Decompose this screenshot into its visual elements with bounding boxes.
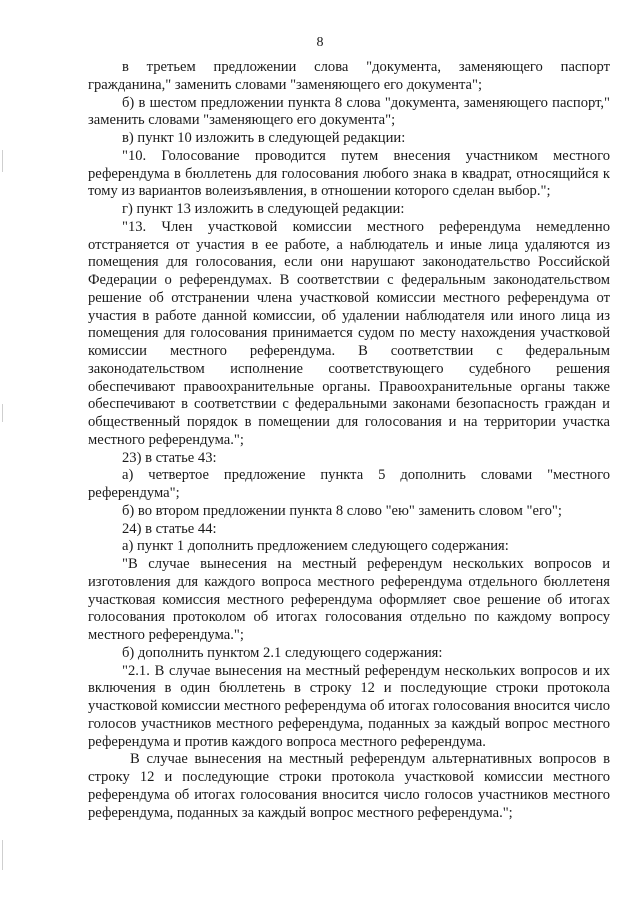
paragraph-item-v-tretem: в третьем предложении слова "документа, заменяющего паспорт гражданина," заменить словами "заменяющего его документа"; <box>88 59 610 93</box>
document-body <box>88 59 610 822</box>
paragraph-article-44: 24) в статье 44: <box>122 520 217 537</box>
scan-edge-mark <box>2 840 3 870</box>
paragraph-article-44-b: б) дополнить пунктом 2.1 следующего содержания: <box>122 644 443 661</box>
paragraph-item-v-punkt-10: в) пункт 10 изложить в следующей редакции: <box>122 130 406 146</box>
paragraph-item-g-punkt-13: г) пункт 13 изложить в следующей редакции: <box>122 201 405 217</box>
scan-edge-mark <box>2 404 3 422</box>
page-number: 8 <box>316 35 324 50</box>
paragraph-quote-punkt-2-1-continued: В случае вынесения на местный референдум альтернативных вопросов в строку 12 и последующие строки протокола участковой комиссии местного референдума об итогах голосования вносится число голосов участников местного референдума, поданных за каждый вопрос местного референдума."; <box>88 751 610 821</box>
scan-edge-mark <box>2 150 3 172</box>
paragraph-article-43: 23) в статье 43: <box>122 449 217 466</box>
paragraph-article-43-b: б) во втором предложении пункта 8 слово "ею" заменить словом "его"; <box>122 502 562 519</box>
paragraph-item-b-shestom: б) в шестом предложении пункта 8 слова "документа, заменяющего паспорт," заменить словами "заменяющего его документа"; <box>88 94 610 129</box>
paragraph-quote-punkt-1: "В случае вынесения на местный референдум нескольких вопросов и изготовления для каждого вопроса местного референдума отдельного бюллетеня участковая комиссия местного референдума оформляет свое решение об итогах голосования протоколом об итогах голосования отдельно по каждому вопросу местного референдума."; <box>88 556 610 643</box>
paragraph-quote-punkt-13: "13. Член участковой комиссии местного референдума немедленно отстраняется от участия в ее работе, а наблюдатель и иные лица удаляются из помещения для голосования, если они нарушают законодательство Российской Федерации о референдумах. В соответствии с федеральным законодательством решение об отстранении члена участковой комиссии местного референдума от участия в работе данной комиссии, об удалении наблюдателя или иного лица из помещения для голосования принимается судом по месту нахождения участковой комиссии местного референдума. В соответствии с федеральным законодательством исполнение соответствующего судебного решения обеспечивают правоохранительные органы. Правоохранительные органы также обеспечивают в соответствии с федеральными законами безопасность граждан и общественный порядок в помещении для голосования и на территории участка местного референдума."; <box>88 218 610 448</box>
paragraph-article-43-a: а) четвертое предложение пункта 5 дополнить словами "местного референдума"; <box>88 467 610 501</box>
paragraph-quote-punkt-2-1: "2.1. В случае вынесения на местный референдум нескольких вопросов и их включения в один бюллетень в строку 12 и последующие строки протокола участковой комиссии местного референдума об итогах голосования вносится число голосов участников местного референдума, поданных за каждый вопрос местного референдума и против каждого вопроса местного референдума. <box>88 662 610 750</box>
paragraph-article-44-a: а) пункт 1 дополнить предложением следующего содержания: <box>122 538 509 555</box>
paragraph-quote-punkt-10: "10. Голосование проводится путем внесения участником местного референдума в бюллетень для голосования любого знака в квадрат, относящийся к тому из вариантов волеизъявления, в отношении которого сделан выбор."; <box>88 147 610 200</box>
